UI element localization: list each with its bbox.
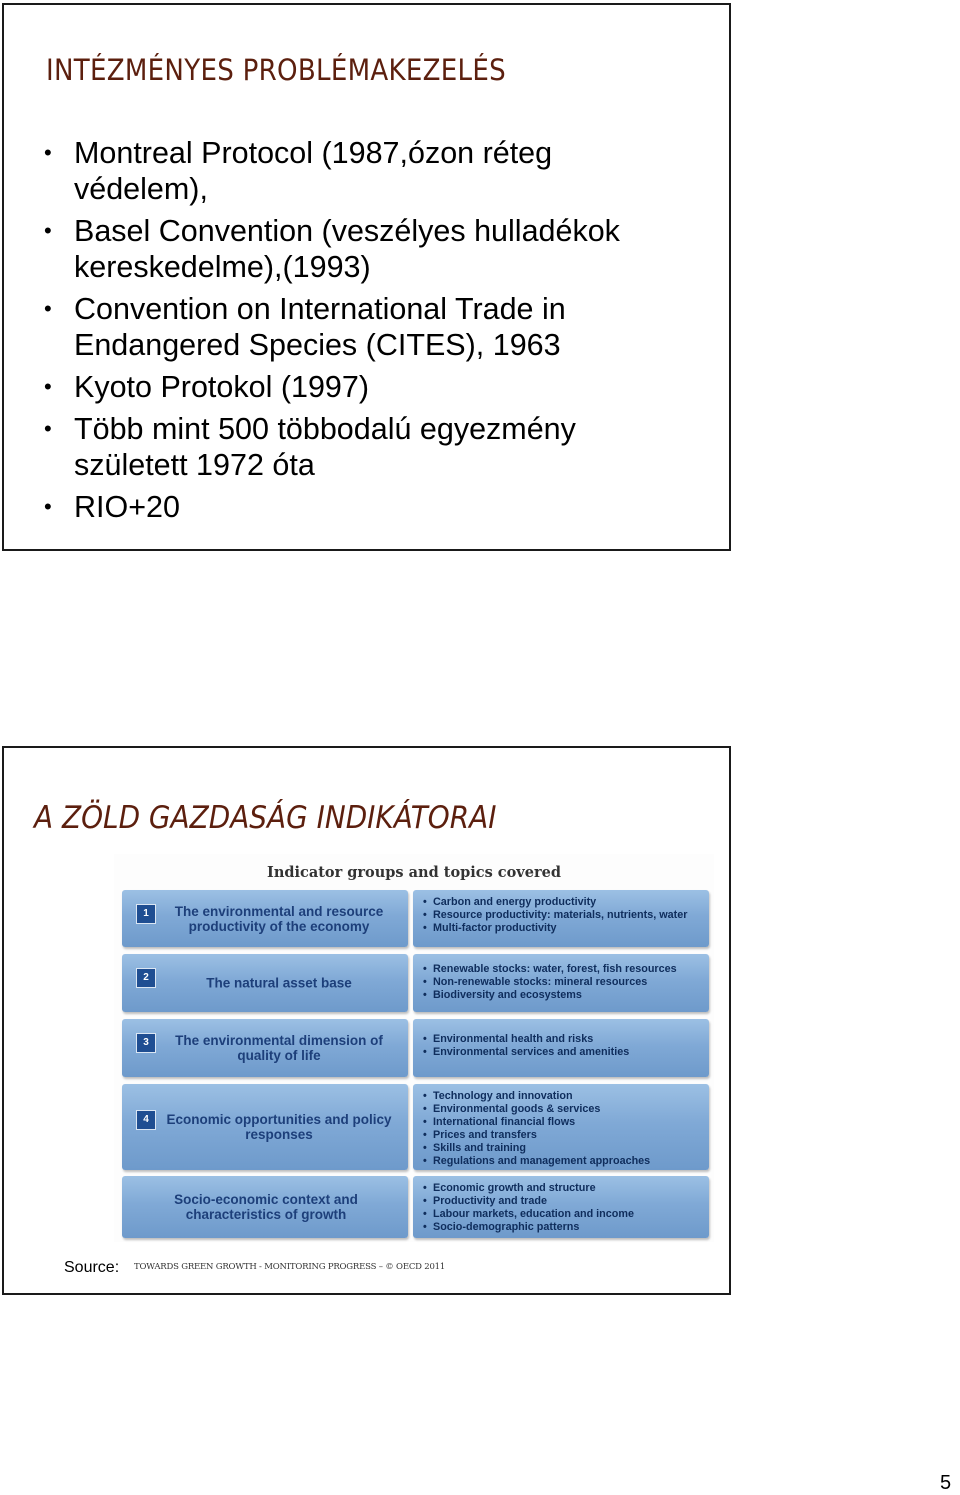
slide-title: A ZÖLD GAZDASÁG INDIKÁTORAI (34, 800, 497, 836)
bullet-icon: • (44, 416, 52, 441)
group-label: Socio-economic context and characteristics of growth (174, 1192, 358, 1222)
bullet-icon: • (44, 494, 52, 519)
group-panel (122, 1176, 408, 1238)
topics-panel (413, 954, 709, 1012)
group-number: 2 (136, 968, 156, 988)
topic-item: • Environmental goods & services (423, 1103, 601, 1115)
group-label: The environmental and resource productivity of the economy (174, 903, 384, 934)
slide-green-economy-indicators (2, 746, 731, 1295)
bullet-item: • Convention on International Trade in Endangered Species (CITES), 1963 (44, 292, 566, 362)
topics-panel (413, 890, 709, 947)
indicator-group-row (122, 1176, 709, 1238)
indicator-group-row (122, 954, 709, 1012)
group-panel (122, 1019, 408, 1077)
topic-item: • Renewable stocks: water, forest, fish resources (423, 963, 677, 975)
topic-item: • International financial flows (423, 1116, 576, 1128)
bullet-item: • Basel Convention (veszélyes hulladékok kereskedelme),(1993) (44, 214, 620, 284)
topic-item: • Carbon and energy productivity (423, 896, 597, 908)
figure-title: Indicator groups and topics covered (267, 864, 561, 881)
group-label: The natural asset base (206, 975, 352, 991)
page-number: 5 (940, 1472, 952, 1494)
bullet-item: • Kyoto Protokol (1997) (44, 370, 369, 404)
group-label: The environmental dimension of quality of life (175, 1033, 383, 1063)
indicator-group-row (122, 1084, 709, 1170)
indicator-figure (114, 854, 714, 1242)
topics-panel (413, 1019, 709, 1077)
topic-item: • Technology and innovation (423, 1090, 573, 1102)
group-panel (122, 890, 408, 947)
topic-item: • Multi-factor productivity (423, 922, 557, 934)
slide-institutional (2, 3, 731, 551)
indicator-group-row (122, 890, 709, 947)
topic-item: • Resource productivity: materials, nutrients, water (423, 909, 688, 921)
topic-item: • Biodiversity and ecosystems (423, 989, 582, 1001)
topic-item: • Socio-demographic patterns (423, 1221, 580, 1233)
bullet-item: • Montreal Protocol (1987,ózon réteg védelem), (44, 136, 553, 206)
group-number: 4 (136, 1110, 156, 1130)
bullet-icon: • (44, 218, 52, 243)
topics-panel (413, 1176, 709, 1238)
slide-title: INTÉZMÉNYES PROBLÉMAKEZELÉS (46, 53, 506, 87)
bullet-icon: • (44, 140, 52, 165)
group-panel (122, 1084, 408, 1170)
topics-panel (413, 1084, 709, 1170)
topic-item: • Regulations and management approaches (423, 1155, 651, 1167)
bullet-item: • RIO+20 (44, 490, 180, 524)
indicator-group-row (122, 1019, 709, 1077)
group-number: 1 (136, 904, 156, 924)
group-number: 3 (136, 1033, 156, 1053)
topic-item: • Environmental services and amenities (423, 1046, 630, 1058)
topic-item: • Non-renewable stocks: mineral resources (423, 976, 648, 988)
bullet-item: • Több mint 500 többodalú egyezmény született 1972 óta (44, 412, 576, 482)
source-reference: TOWARDS GREEN GROWTH - MONITORING PROGRESS – © OECD 2011 (134, 1262, 446, 1272)
topic-item: • Economic growth and structure (423, 1182, 596, 1194)
bullet-list (44, 135, 704, 531)
topic-item: • Labour markets, education and income (423, 1208, 634, 1220)
topic-item: • Skills and training (423, 1142, 526, 1154)
bullet-icon: • (44, 374, 52, 399)
topic-item: • Productivity and trade (423, 1195, 547, 1207)
topic-item: • Environmental health and risks (423, 1033, 594, 1045)
topic-item: • Prices and transfers (423, 1129, 537, 1141)
source-label: Source: (64, 1259, 120, 1276)
group-panel (122, 954, 408, 1012)
group-label: Economic opportunities and policy responses (166, 1112, 392, 1142)
bullet-icon: • (44, 296, 52, 321)
